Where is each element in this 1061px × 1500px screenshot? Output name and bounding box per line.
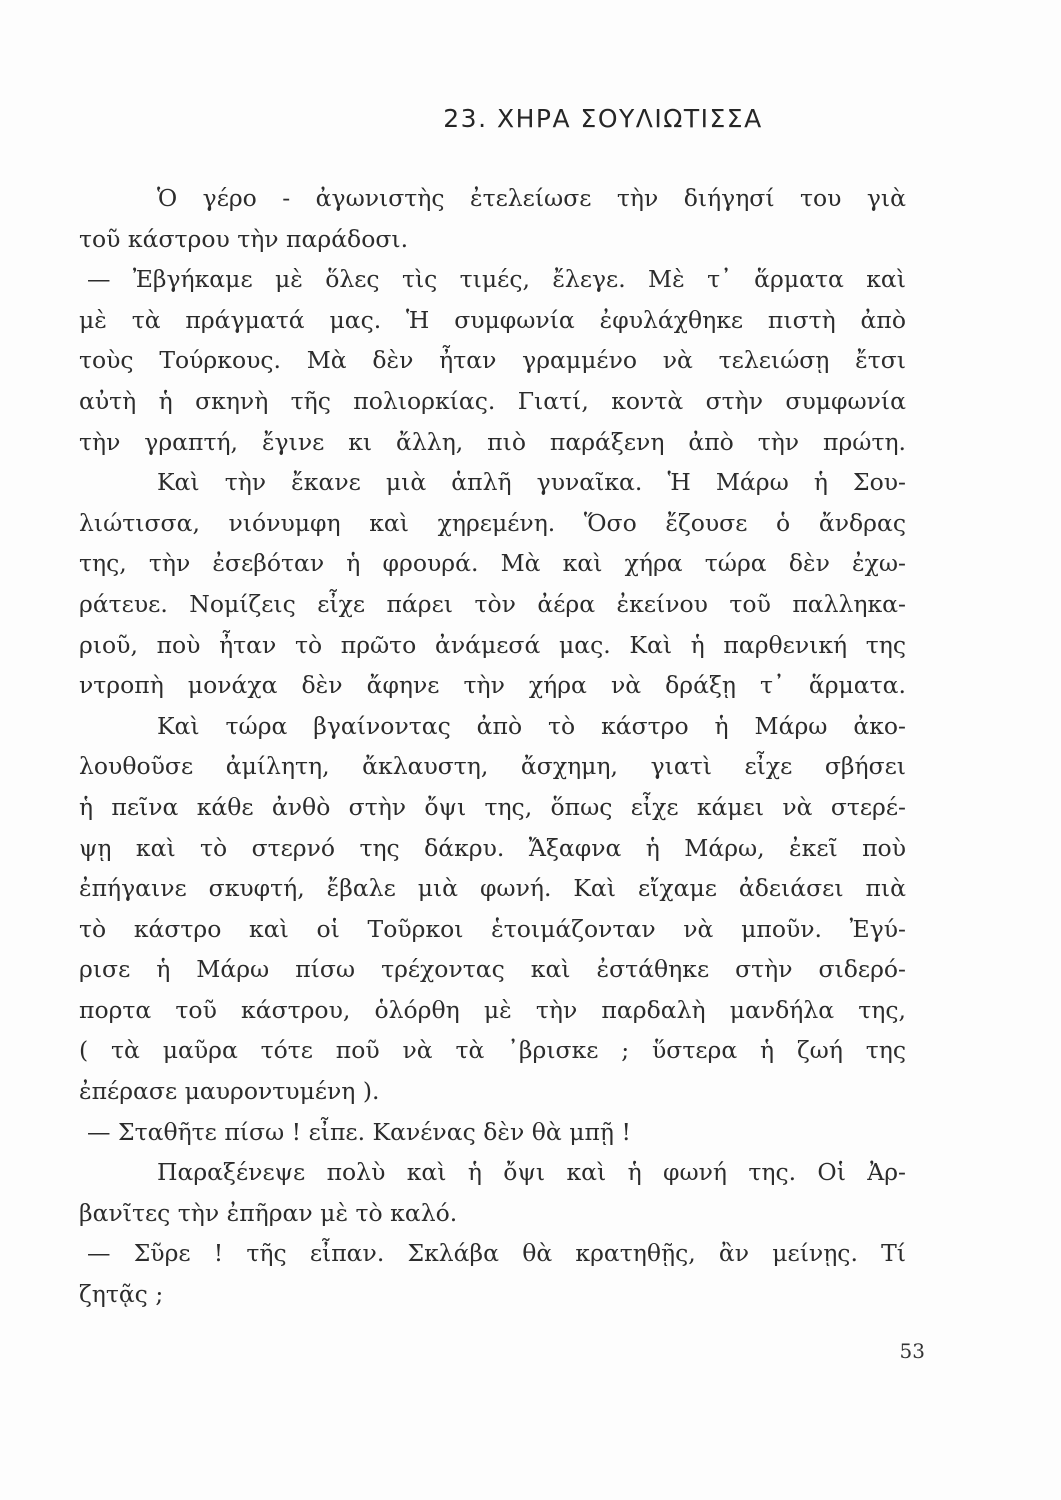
text-line: Ὁ γέρο - ἀγωνιστὴς ἐτελείωσε τὴν διήγησί του γιὰ: [157, 184, 906, 212]
text-line: τὴν γραπτή, ἔγινε κι ἄλλη, πιὸ παράξενη ἀπὸ τὴν πρώτη.: [79, 427, 906, 456]
text-line: μὲ τὰ πράγματά μας. Ἡ συμφωνία ἐφυλάχθηκε πιστὴ ἀπὸ: [79, 305, 906, 334]
text-line: τοῦ κάστρου τὴν παράδοσι.: [79, 224, 409, 253]
text-line: — Σταθῆτε πίσω ! εἶπε. Κανένας δὲν θὰ μπῇ !: [87, 1117, 631, 1146]
text-line: λιώτισσα, νιόνυμφη καὶ χηρεμένη. Ὅσο ἔζουσε ὁ ἄνδρας: [79, 508, 906, 537]
text-line: Καὶ τώρα βγαίνοντας ἀπὸ τὸ κάστρο ἡ Μάρω ἀκο-: [157, 711, 906, 740]
text-line: λουθοῦσε ἀμίλητη, ἄκλαυστη, ἄσχημη, γιατὶ εἶχε σβήσει: [79, 752, 906, 781]
page-number: 53: [899, 1339, 925, 1363]
text-line: ζητᾷς ;: [79, 1280, 164, 1309]
text-line: ἐπέρασε μαυροντυμένη ).: [79, 1077, 380, 1106]
text-line: ριοῦ, ποὺ ἦταν τὸ πρῶτο ἀνάμεσά μας. Καὶ ἡ παρθενική της: [79, 630, 906, 659]
text-line: Καὶ τὴν ἔκανε μιὰ ἁπλῆ γυναῖκα. Ἡ Μάρω ἡ Σου-: [157, 468, 906, 497]
text-line: πορτα τοῦ κάστρου, ὁλόρθη μὲ τὴν παρδαλὴ μανδήλα της,: [79, 995, 906, 1024]
text-line: — Σῦρε ! τῆς εἶπαν. Σκλάβα θὰ κρατηθῇς, ἂν μείνῃς. Τί: [87, 1239, 906, 1268]
text-line: ψῃ καὶ τὸ στερνό της δάκρυ. Ἄξαφνα ἡ Μάρω, ἐκεῖ ποὺ: [79, 833, 906, 862]
text-line: ντροπὴ μονάχα δὲν ἄφηνε τὴν χήρα νὰ δράξῃ τ᾽ ἅρματα.: [79, 671, 906, 700]
text-line: τὸ κάστρο καὶ οἱ Τοῦρκοι ἑτοιμάζονταν νὰ μποῦν. Ἐγύ-: [79, 914, 906, 943]
chapter-body: [79, 178, 906, 1315]
text-line: ρισε ἡ Μάρω πίσω τρέχοντας καὶ ἐστάθηκε στὴν σιδερό-: [79, 955, 906, 984]
text-line: ἐπήγαινε σκυφτή, ἔβαλε μιὰ φωνή. Καὶ εἴχαμε ἀδειάσει πιὰ: [79, 874, 906, 903]
text-line: ( τὰ μαῦρα τότε ποῦ νὰ τὰ ᾽βρισκε ; ὕστερα ἡ ζωή της: [79, 1036, 906, 1065]
text-line: ράτευε. Νομίζεις εἶχε πάρει τὸν ἀέρα ἐκείνου τοῦ παλληκα-: [79, 589, 906, 618]
text-line: τοὺς Τούρκους. Μὰ δὲν ἦταν γραμμένο νὰ τελειώσῃ ἔτσι: [79, 346, 906, 375]
text-line: της, τὴν ἐσεβόταν ἡ φρουρά. Μὰ καὶ χήρα τώρα δὲν ἐχω-: [79, 549, 906, 578]
text-line: αὐτὴ ἡ σκηνὴ τῆς πολιορκίας. Γιατί, κοντὰ στὴν συμφωνία: [79, 386, 906, 415]
text-line: βανῖτες τὴν ἐπῆραν μὲ τὸ καλό.: [79, 1198, 458, 1227]
text-line: Παραξένεψε πολὺ καὶ ἡ ὄψι καὶ ἡ φωνή της. Οἱ Ἀρ-: [157, 1158, 906, 1187]
text-line: — Ἐβγήκαμε μὲ ὅλες τὶς τιμές, ἔλεγε. Μὲ τ᾽ ἅρματα καὶ: [87, 265, 906, 294]
text-line: ἡ πεῖνα κάθε ἀνθὸ στὴν ὄψι της, ὅπως εἶχε κάμει νὰ στερέ-: [79, 792, 906, 821]
chapter-title: 23. ΧΗΡΑ ΣΟΥΛΙΩΤΙΣΣΑ: [443, 104, 763, 133]
